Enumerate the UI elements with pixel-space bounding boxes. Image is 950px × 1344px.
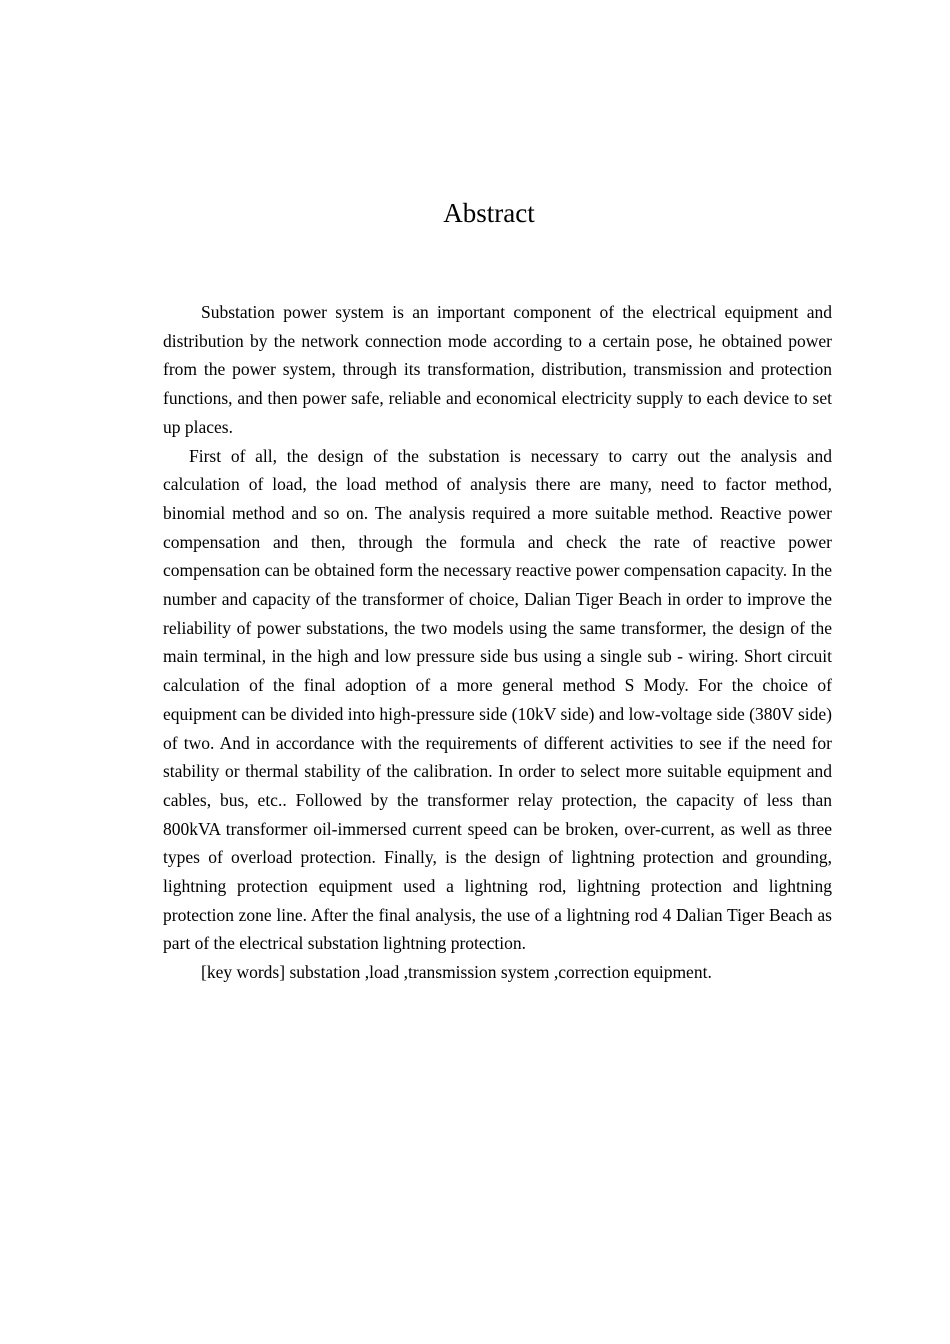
- abstract-keywords: [key words] substation ,load ,transmission system ,correction equipment.: [201, 962, 712, 983]
- abstract-title: Abstract: [443, 198, 535, 228]
- abstract-paragraph-intro: Substation power system is an important component of the electrical equipment and distribution by the network connection mode according to a certain pose, he obtained power from the power system, through its transformation, distribution, transmission and protection functions, and then power safe, reliable and economical electricity supply to each device to set up places.: [163, 302, 832, 437]
- abstract-body: [163, 298, 832, 987]
- abstract-paragraph-design: First of all, the design of the substation is necessary to carry out the analysis and calculation of load, the load method of analysis there are many, need to factor method, binomial method and so on. The analysis required a more suitable method. Reactive power compensation and then, through the formula and check the rate of reactive power compensation can be obtained form the necessary reactive power compensation capacity. In the number and capacity of the transformer of choice, Dalian Tiger Beach in order to improve the reliability of power substations, the two models using the same transformer, the design of the main terminal, in the high and low pressure side bus using a single sub - wiring. Short circuit calculation of the final adoption of a more general method S Mody. For the choice of equipment can be divided into high-pressure side (10kV side) and low-voltage side (380V side) of two. And in accordance with the requirements of different activities to see if the need for stability or thermal stability of the calibration. In order to select more suitable equipment and cables, bus, etc.. Followed by the transformer relay protection, the capacity of less than 800kVA transformer oil-immersed current speed can be broken, over-current, as well as three types of overload protection. Finally, is the design of lightning protection and grounding, lightning protection equipment used a lightning rod, lightning protection and lightning protection zone line. After the final analysis, the use of a lightning rod 4 Dalian Tiger Beach as part of the electrical substation lightning protection.: [163, 445, 832, 954]
